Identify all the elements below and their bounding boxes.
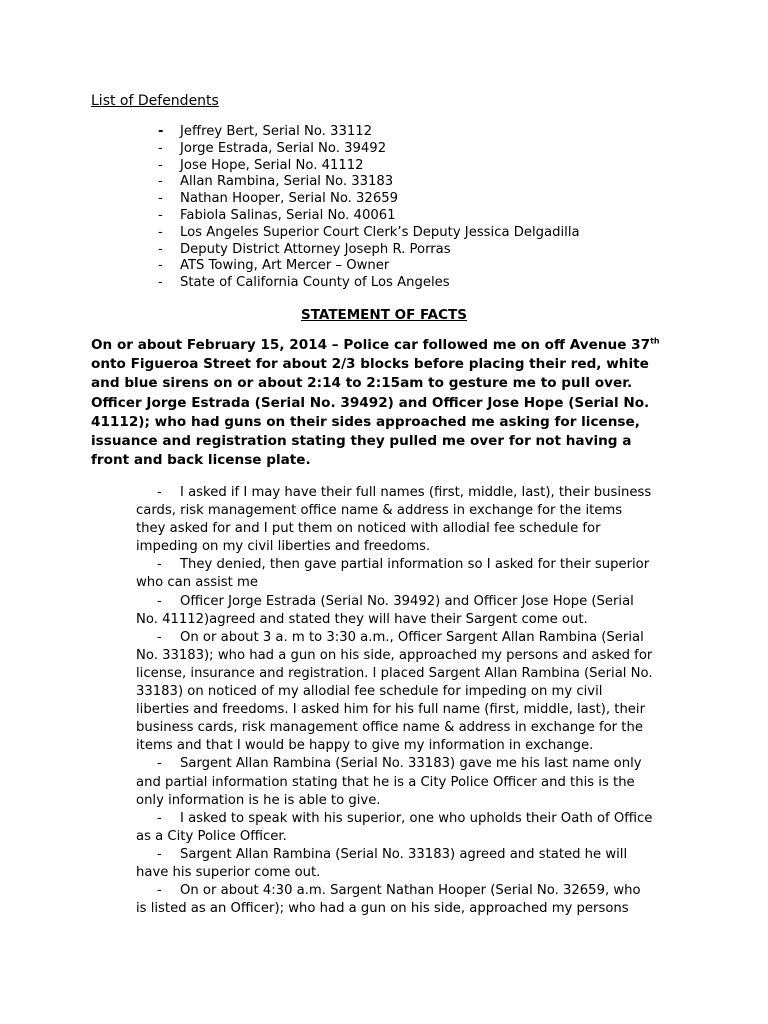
defendant-text: State of California County of Los Angeles — [180, 275, 450, 291]
item-first-line: - I asked to speak with his superior, one who upholds their Oath of Office — [136, 810, 696, 828]
defendants-heading: List of Defendents — [91, 93, 219, 109]
item-first-line: - They denied, then gave partial information so I asked for their superior — [136, 556, 696, 574]
item-line: impeding on my civil liberties and freedoms. — [136, 539, 431, 555]
bullet-dash: - — [158, 191, 163, 207]
bullet-dash: - — [158, 241, 163, 257]
item-first-line: - I asked if I may have their full names (first, middle, last), their business — [136, 484, 696, 502]
defendant-text: Jeffrey Bert, Serial No. 33112 — [180, 124, 373, 139]
item-line: cards, risk management office name & address in exchange for the items — [136, 503, 623, 519]
defendant-text: Jorge Estrada, Serial No. 39492 — [180, 140, 387, 156]
item-line: is listed as an Officer); who had a gun on his side, approached my persons — [136, 901, 629, 917]
ordinal-suffix: th — [650, 336, 660, 346]
item-first-line: - On or about 4:30 a.m. Sargent Nathan Hooper (Serial No. 32659, who — [136, 882, 696, 900]
item-line: have his superior come out. — [136, 864, 321, 880]
intro-line: issuance and registration stating they pulled me over for not having a — [91, 432, 632, 449]
bullet-dash: - — [157, 883, 162, 899]
statement-items — [136, 484, 696, 918]
item-line: only information is he is able to give. — [136, 792, 381, 808]
bullet-dash: - — [157, 846, 162, 862]
bullet-dash: - — [157, 557, 162, 573]
item-first-line: - On or about 3 a. m to 3:30 a.m., Officer Sargent Allan Rambina (Serial — [136, 629, 696, 647]
defendant-text: Nathan Hooper, Serial No. 32659 — [180, 191, 398, 207]
item-line: No. 33183); who had a gun on his side, approached my persons and asked for — [136, 647, 653, 663]
bullet-dash: - — [157, 593, 162, 609]
item-first-line: - Sargent Allan Rambina (Serial No. 33183) agreed and stated he will — [136, 846, 696, 864]
defendant-text: ATS Towing, Art Mercer – Owner — [180, 258, 390, 274]
item-line: No. 41112)agreed and stated they will have their Sargent come out. — [136, 611, 588, 627]
bullet-dash: - — [158, 140, 163, 156]
intro-line: and blue sirens on or about 2:14 to 2:15am to gesture me to pull over. — [91, 375, 633, 392]
intro-line: front and back license plate. — [91, 452, 311, 469]
statement-intro — [91, 336, 691, 470]
item-first-line: - Sargent Allan Rambina (Serial No. 33183) gave me his last name only — [136, 755, 696, 773]
statement-heading — [0, 305, 768, 325]
defendant-text: Fabiola Salinas, Serial No. 40061 — [180, 208, 396, 223]
bullet-dash: - — [157, 485, 162, 500]
intro-line: onto Figueroa Street for about 2/3 blocks before placing their red, white — [91, 356, 649, 373]
item-line: and partial information stating that he is a City Police Officer and this is the — [136, 774, 635, 790]
defendant-text: Jose Hope, Serial No. 41112 — [180, 157, 364, 173]
item-line: business cards, risk management office name & address in exchange for the — [136, 720, 643, 736]
defendant-text: Los Angeles Superior Court Clerk’s Deputy Jessica Delgadilla — [180, 224, 580, 240]
bullet-dash: - — [158, 157, 163, 173]
bullet-dash: - — [157, 629, 162, 645]
bullet-dash: - — [157, 756, 162, 772]
item-first-line: - Officer Jorge Estrada (Serial No. 39492) and Officer Jose Hope (Serial — [136, 593, 696, 611]
item-line: license, insurance and registration. I placed Sargent Allan Rambina (Serial No. — [136, 665, 653, 681]
bullet-dash: - — [158, 258, 163, 274]
bullet-dash: - — [158, 124, 164, 139]
item-line: who can assist me — [136, 575, 258, 591]
intro-line: Officer Jorge Estrada (Serial No. 39492) and Officer Jose Hope (Serial No. — [91, 394, 650, 411]
intro-line: 41112); who had guns on their sides approached me asking for license, — [91, 413, 640, 430]
statement-heading-text: STATEMENT OF FACTS — [301, 307, 467, 323]
defendant-text: Allan Rambina, Serial No. 33183 — [180, 174, 394, 190]
item-line: as a City Police Officer. — [136, 828, 287, 844]
bullet-dash: - — [157, 810, 162, 826]
item-line: items and that I would be happy to give my information in exchange. — [136, 738, 594, 754]
bullet-dash: - — [158, 224, 163, 240]
bullet-dash: - — [158, 174, 163, 190]
bullet-dash: - — [158, 275, 163, 291]
defendant-text: Deputy District Attorney Joseph R. Porras — [180, 241, 451, 257]
item-line: liberties and freedoms. I asked him for his full name (first, middle, last), their — [136, 702, 645, 718]
item-line: 33183) on noticed of my allodial fee schedule for impeding on my civil — [136, 684, 603, 700]
bullet-dash: - — [158, 208, 163, 223]
item-line: they asked for and I put them on noticed with allodial fee schedule for — [136, 521, 601, 537]
intro-line: On or about February 15, 2014 – Police car followed me on off Avenue 37th — [91, 336, 660, 353]
